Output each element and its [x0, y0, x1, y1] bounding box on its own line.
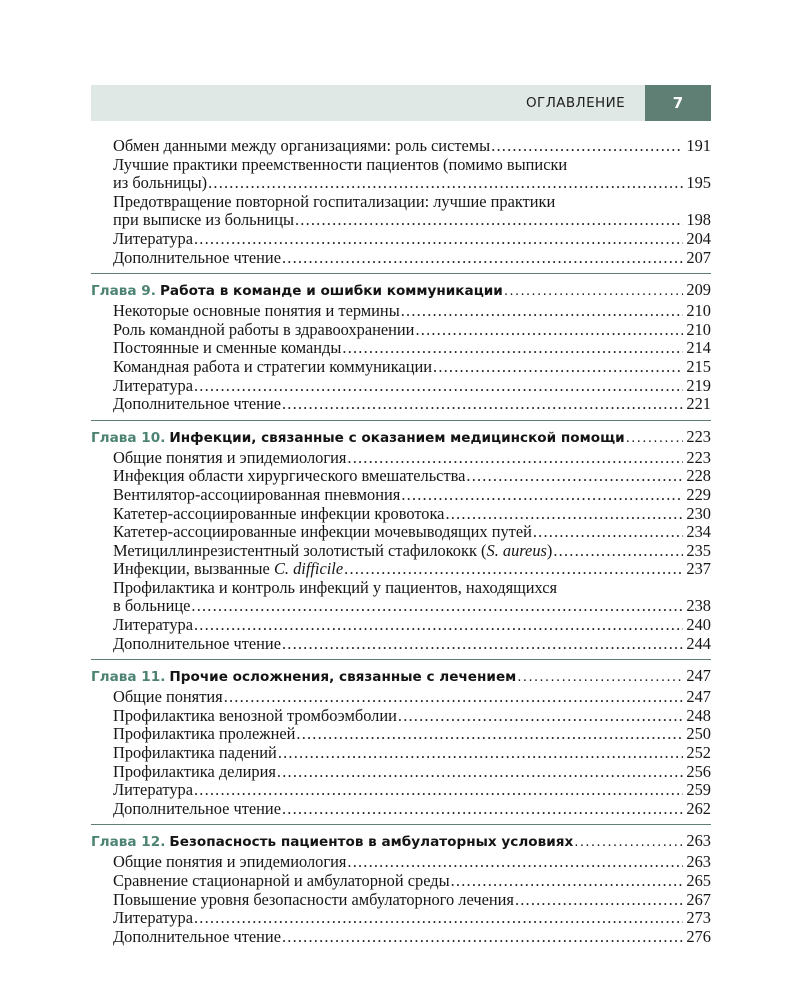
- toc-entry[interactable]: [91, 249, 711, 268]
- entry-title-italic: S. aureus: [486, 540, 547, 560]
- dot-leader: [282, 249, 683, 268]
- entry-page: 207: [686, 247, 711, 267]
- dot-leader: [194, 781, 683, 800]
- dot-leader: [347, 449, 683, 468]
- dot-leader: [515, 891, 683, 910]
- dot-leader: [282, 635, 683, 654]
- entry-title: Дополнительное чтение: [113, 394, 281, 414]
- entry-page: 229: [686, 484, 711, 504]
- entry-title: Инфекция области хирургического вмешательства: [113, 466, 466, 486]
- chapter-title: Работа в команде и ошибки коммуникации: [159, 283, 503, 300]
- entry-title-text: Метициллинрезистентный золотистый стафилококк (: [113, 540, 487, 560]
- entry-page: 215: [686, 356, 711, 376]
- entry-page: 223: [686, 447, 711, 467]
- toc-entry[interactable]: [91, 377, 711, 396]
- entry-page: 252: [686, 743, 711, 763]
- chapter-number: Глава 10.: [91, 429, 166, 446]
- chapter-number: Глава 9.: [91, 283, 156, 300]
- toc-entry-line2[interactable]: [91, 597, 711, 616]
- toc-entry[interactable]: [91, 230, 711, 249]
- entry-page: 256: [686, 761, 711, 781]
- dot-leader: [401, 302, 684, 321]
- toc-entry[interactable]: [91, 321, 711, 340]
- entry-title: Повышение уровня безопасности амбулаторного лечения: [113, 889, 514, 909]
- chapter-page: 263: [686, 831, 711, 851]
- entry-title: из больницы): [113, 173, 208, 193]
- toc-entry[interactable]: [91, 449, 711, 468]
- chapter-number: Глава 11.: [91, 669, 166, 686]
- entry-title: Профилактика делирия: [113, 761, 276, 781]
- toc-entry-line2[interactable]: [91, 174, 711, 193]
- chapter-number: Глава 12.: [91, 834, 166, 851]
- dot-leader: [282, 928, 683, 947]
- entry-page: 259: [686, 780, 711, 800]
- toc-entry[interactable]: [91, 744, 711, 763]
- entry-page: 244: [686, 633, 711, 653]
- toc-entry-line1[interactable]: [91, 156, 711, 175]
- entry-page: 228: [686, 466, 711, 486]
- entry-title: при выписке из больницы: [113, 210, 294, 230]
- toc-entry[interactable]: [91, 486, 711, 505]
- toc-entry[interactable]: [91, 763, 711, 782]
- toc-entry[interactable]: [91, 505, 711, 524]
- toc-entry[interactable]: [91, 467, 711, 486]
- toc-entry[interactable]: [91, 891, 711, 910]
- entry-page: 265: [686, 871, 711, 890]
- dot-leader: [194, 230, 683, 249]
- dot-leader: [466, 467, 683, 486]
- dot-leader: [491, 137, 683, 156]
- toc-entry[interactable]: [91, 853, 711, 872]
- entry-page: 195: [686, 173, 711, 193]
- running-header: [91, 85, 711, 121]
- entry-title: Дополнительное чтение: [113, 798, 281, 818]
- dot-leader: [445, 505, 683, 524]
- dot-leader: [433, 358, 683, 377]
- entry-title: Командная работа и стратегии коммуникации: [113, 356, 433, 376]
- dot-leader: [347, 853, 683, 872]
- entry-page: 248: [686, 705, 711, 725]
- chapter-title: Прочие осложнения, связанные с лечением: [169, 669, 517, 686]
- dot-leader: [282, 800, 683, 819]
- chapter-title: Инфекции, связанные с оказанием медицинской помощи: [169, 429, 625, 446]
- entry-title: Литература: [113, 615, 193, 635]
- toc-entry[interactable]: [91, 358, 711, 377]
- entry-page: 198: [686, 210, 711, 230]
- toc-entry[interactable]: [91, 909, 711, 928]
- toc-entry-line1[interactable]: [91, 579, 711, 598]
- entry-title: Предотвращение повторной госпитализации: лучшие практики: [113, 191, 556, 211]
- dot-leader: [517, 667, 683, 687]
- header-page-number: 7: [645, 85, 711, 121]
- entry-title: Катетер-ассоциированные инфекции кровотока: [113, 503, 445, 523]
- dot-leader: [415, 321, 683, 340]
- chapter-page: 209: [686, 280, 711, 300]
- chapter-page: 223: [686, 426, 711, 446]
- entry-title-italic: C. difficile: [273, 559, 344, 579]
- entry-page: 221: [686, 394, 711, 414]
- chapter-heading[interactable]: [91, 280, 711, 301]
- entry-page: 238: [686, 596, 711, 616]
- toc-entry[interactable]: [91, 928, 711, 947]
- toc-entry[interactable]: [91, 560, 711, 579]
- entry-page: 262: [686, 798, 711, 818]
- dot-leader: [398, 707, 684, 726]
- entry-page: 273: [686, 908, 711, 928]
- toc-entry[interactable]: [91, 302, 711, 321]
- entry-title: Лучшие практики преемственности пациентов (помимо выписки: [113, 154, 568, 174]
- chapter-12: [91, 824, 711, 946]
- chapter-heading[interactable]: [91, 666, 711, 687]
- dot-leader: [278, 744, 684, 763]
- chapter-10: [91, 420, 711, 654]
- entry-title: Литература: [113, 228, 193, 248]
- entry-title: Профилактика и контроль инфекций у пациентов, находящихся: [113, 577, 558, 597]
- toc-entry-line2[interactable]: [91, 211, 711, 230]
- entry-title: Литература: [113, 780, 193, 800]
- toc-entry[interactable]: [91, 800, 711, 819]
- entry-title: Профилактика пролежней: [113, 724, 296, 744]
- entry-title: Сравнение стационарной и амбулаторной среды: [113, 871, 450, 890]
- dot-leader: [194, 909, 683, 928]
- table-of-contents: [91, 137, 711, 946]
- dot-leader: [224, 688, 684, 707]
- chapter-9: [91, 273, 711, 414]
- dot-leader: [277, 763, 683, 782]
- chapter-11: [91, 659, 711, 818]
- dot-leader: [295, 211, 683, 230]
- entry-title: Катетер-ассоциированные инфекции мочевыводящих путей: [113, 522, 532, 542]
- entry-page: 204: [686, 228, 711, 248]
- entry-page: 247: [686, 687, 711, 707]
- dot-leader: [282, 395, 683, 414]
- dot-leader: [194, 377, 683, 396]
- dot-leader: [574, 832, 683, 852]
- entry-title: Литература: [113, 375, 193, 395]
- toc-entry-line1[interactable]: [91, 193, 711, 212]
- entry-page: 210: [686, 319, 711, 339]
- entry-title: [113, 542, 552, 561]
- entry-page: 219: [686, 375, 711, 395]
- header-section-label: ОГЛАВЛЕНИЕ: [526, 95, 625, 111]
- entry-page: 267: [686, 889, 711, 909]
- entry-title-text: ): [546, 540, 553, 560]
- toc-entry[interactable]: [91, 616, 711, 635]
- dot-leader: [191, 597, 683, 616]
- dot-leader: [342, 339, 683, 358]
- chapter-heading[interactable]: [91, 831, 711, 852]
- toc-entry[interactable]: [91, 725, 711, 744]
- chapter-heading[interactable]: [91, 427, 711, 448]
- dot-leader: [194, 616, 683, 635]
- dot-leader: [208, 174, 683, 193]
- entry-title: Дополнительное чтение: [113, 926, 281, 946]
- entry-title: Вентилятор-ассоциированная пневмония: [113, 484, 401, 504]
- toc-entry[interactable]: [91, 542, 711, 561]
- toc-entry[interactable]: [91, 688, 711, 707]
- entry-page: 214: [686, 338, 711, 358]
- toc-entry[interactable]: [91, 635, 711, 654]
- entry-page: 276: [686, 926, 711, 946]
- entry-title-text: Инфекции, вызванные: [113, 559, 274, 579]
- toc-entry[interactable]: [91, 872, 711, 891]
- entry-title: Некоторые основные понятия и термины: [113, 301, 400, 321]
- entry-title: Профилактика венозной тромбоэмболии: [113, 705, 397, 725]
- dot-leader: [626, 428, 684, 448]
- toc-entry[interactable]: [91, 339, 711, 358]
- chapter-page: 247: [686, 666, 711, 686]
- dot-leader: [553, 542, 683, 561]
- entry-title: [113, 560, 343, 579]
- entry-page: 237: [686, 559, 711, 579]
- entry-title: Общие понятия и эпидемиология: [113, 447, 347, 467]
- dot-leader: [344, 560, 683, 579]
- entry-title: Профилактика падений: [113, 743, 277, 763]
- entry-title: Общие понятия и эпидемиология: [113, 852, 347, 872]
- entry-title: Общие понятия: [113, 687, 223, 707]
- dot-leader: [296, 725, 683, 744]
- entry-page: 230: [686, 503, 711, 523]
- entry-title: Роль командной работы в здравоохранении: [113, 319, 415, 339]
- toc-entry[interactable]: [91, 395, 711, 414]
- entry-page: 234: [686, 522, 711, 542]
- entry-title: Литература: [113, 908, 193, 928]
- entry-page: 235: [686, 540, 711, 560]
- dot-leader: [401, 486, 683, 505]
- chapter-title: Безопасность пациентов в амбулаторных условиях: [169, 834, 574, 851]
- entry-title: Дополнительное чтение: [113, 247, 281, 267]
- entry-page: 240: [686, 615, 711, 635]
- dot-leader: [504, 281, 684, 301]
- entry-title: Постоянные и сменные команды: [113, 338, 342, 358]
- dot-leader: [451, 872, 684, 891]
- entry-title: Дополнительное чтение: [113, 633, 281, 653]
- toc-entry[interactable]: [91, 523, 711, 542]
- entry-page: 263: [686, 852, 711, 872]
- entry-title: в больнице: [113, 596, 191, 616]
- intro-entries: [91, 137, 711, 267]
- toc-entry[interactable]: [91, 137, 711, 156]
- entry-page: 191: [686, 136, 711, 155]
- entry-page: 250: [686, 724, 711, 744]
- entry-title: Обмен данными между организациями: роль системы: [113, 136, 491, 155]
- entry-page: 210: [686, 301, 711, 321]
- toc-entry[interactable]: [91, 707, 711, 726]
- dot-leader: [533, 523, 684, 542]
- toc-entry[interactable]: [91, 781, 711, 800]
